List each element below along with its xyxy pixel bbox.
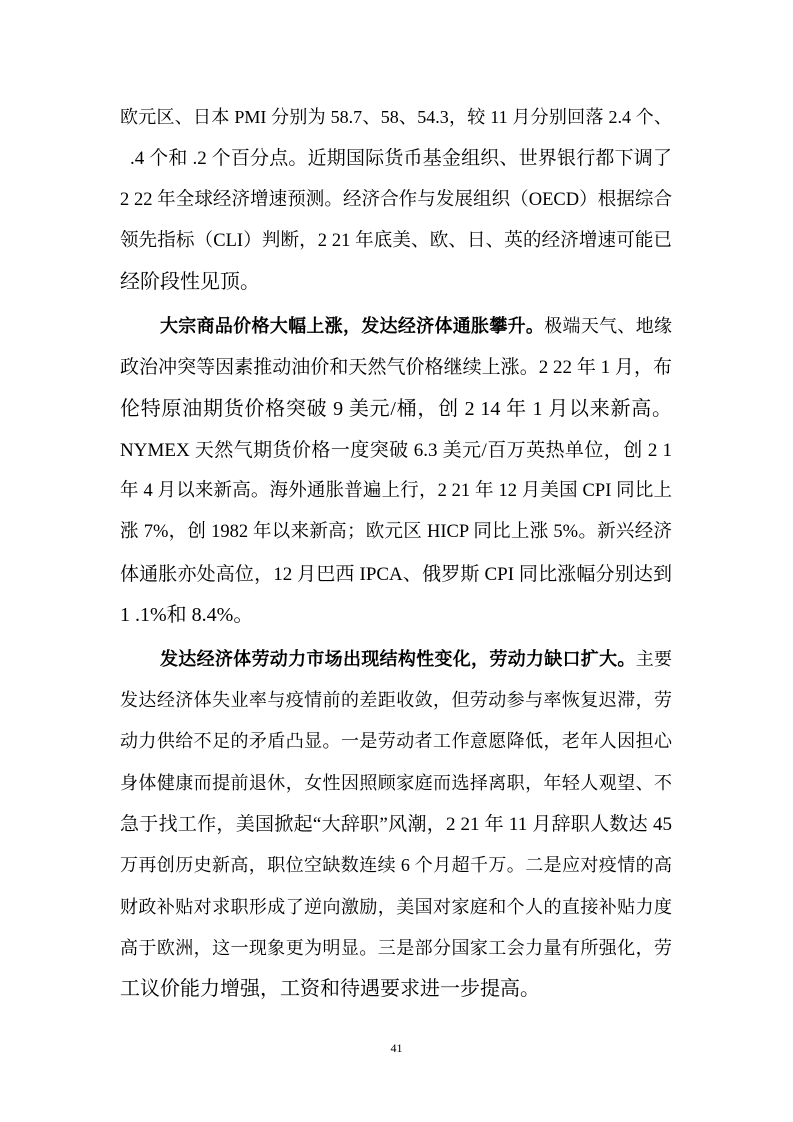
text-line bbox=[120, 180, 672, 221]
text-line bbox=[120, 554, 672, 595]
line-text: 领先指标（CLI）判断，2 21 年底美、欧、日、英的经济增速可能已 bbox=[120, 230, 672, 251]
text-line bbox=[120, 845, 672, 886]
text-line bbox=[120, 138, 672, 179]
text-line bbox=[120, 680, 672, 721]
line-text: 发达经济体失业率与疫情前的差距收敛，但劳动参与率恢复迟滞，劳 bbox=[120, 690, 672, 711]
text-line bbox=[120, 389, 672, 430]
text-line bbox=[120, 887, 672, 928]
line-text: 身体健康而提前退休，女性因照顾家庭而选择离职，年轻人观望、不 bbox=[120, 772, 672, 793]
text-line bbox=[120, 969, 672, 1010]
text-line bbox=[120, 471, 672, 512]
text-line bbox=[120, 595, 672, 636]
paragraph-heading: 大宗商品价格大幅上涨，发达经济体通胀攀升。 bbox=[160, 315, 545, 336]
line-text: 动力供给不足的矛盾凸显。一是劳动者工作意愿降低，老年人因担心 bbox=[120, 731, 672, 752]
text-line bbox=[120, 721, 672, 762]
line-text: 万再创历史新高，职位空缺数连续 6 个月超千万。二是应对疫情的高 bbox=[120, 855, 672, 876]
text-line bbox=[120, 763, 672, 804]
line-text: 涨 7%，创 1982 年以来新高；欧元区 HICP 同比上涨 5%。新兴经济 bbox=[120, 522, 672, 543]
text-line bbox=[120, 639, 672, 680]
line-text: 高于欧洲，这一现象更为明显。三是部分国家工会力量有所强化，劳 bbox=[120, 937, 672, 958]
line-text: 欧元区、日本 PMI 分别为 58.7、58、54.3，较 11 月分别回落 2.4 个、 bbox=[120, 107, 672, 127]
line-text: 经阶段性见顶。 bbox=[120, 271, 260, 294]
text-line bbox=[120, 430, 672, 471]
line-text: 体通胀亦处高位，12 月巴西 IPCA、俄罗斯 CPI 同比涨幅分别达到 bbox=[120, 563, 672, 585]
page-number: 41 bbox=[390, 1041, 403, 1055]
text-line bbox=[120, 97, 672, 138]
line-text: NYMEX 天然气期货价格一度突破 6.3 美元/百万英热单位，创 2 1 bbox=[120, 439, 672, 461]
line-text: 极端天气、地缘 bbox=[544, 315, 672, 336]
text-line bbox=[120, 262, 672, 303]
line-text: 年 4 月以来新高。海外通胀普遍上行，2 21 年 12 月美国 CPI 同比上 bbox=[120, 481, 672, 502]
text-line bbox=[120, 221, 672, 262]
line-text: .4 个和 .2 个百分点。近期国际货币基金组织、世界银行都下调了 bbox=[130, 148, 672, 170]
text-line bbox=[120, 306, 672, 347]
text-line bbox=[120, 512, 672, 553]
line-text: 2 22 年全球经济增速预测。经济合作与发展组织（OECD）根据综合 bbox=[120, 189, 672, 210]
line-text: 1 .1%和 8.4%。 bbox=[120, 604, 254, 627]
document-body bbox=[120, 97, 672, 1011]
text-line bbox=[120, 928, 672, 969]
line-text: 伦特原油期货价格突破 9 美元/桶，创 2 14 年 1 月以来新高。 bbox=[120, 397, 672, 420]
paragraph-2 bbox=[120, 306, 672, 636]
text-line bbox=[120, 347, 672, 388]
paragraph-heading: 发达经济体劳动力市场出现结构性变化，劳动力缺口扩大。 bbox=[160, 648, 636, 669]
text-line bbox=[120, 804, 672, 845]
paragraph-3 bbox=[120, 639, 672, 1011]
line-text: 政治冲突等因素推动油价和天然气价格继续上涨。2 22 年 1 月，布 bbox=[120, 357, 672, 379]
paragraph-1 bbox=[120, 97, 672, 303]
line-text: 主要 bbox=[635, 648, 672, 669]
line-text: 急于找工作，美国掀起“大辞职”风潮，2 21 年 11 月辞职人数达 45 bbox=[120, 814, 672, 836]
line-text: 财政补贴对求职形成了逆向激励，美国对家庭和个人的直接补贴力度 bbox=[120, 896, 672, 917]
line-text: 工议价能力增强，工资和待遇要求进一步提高。 bbox=[120, 978, 540, 1001]
